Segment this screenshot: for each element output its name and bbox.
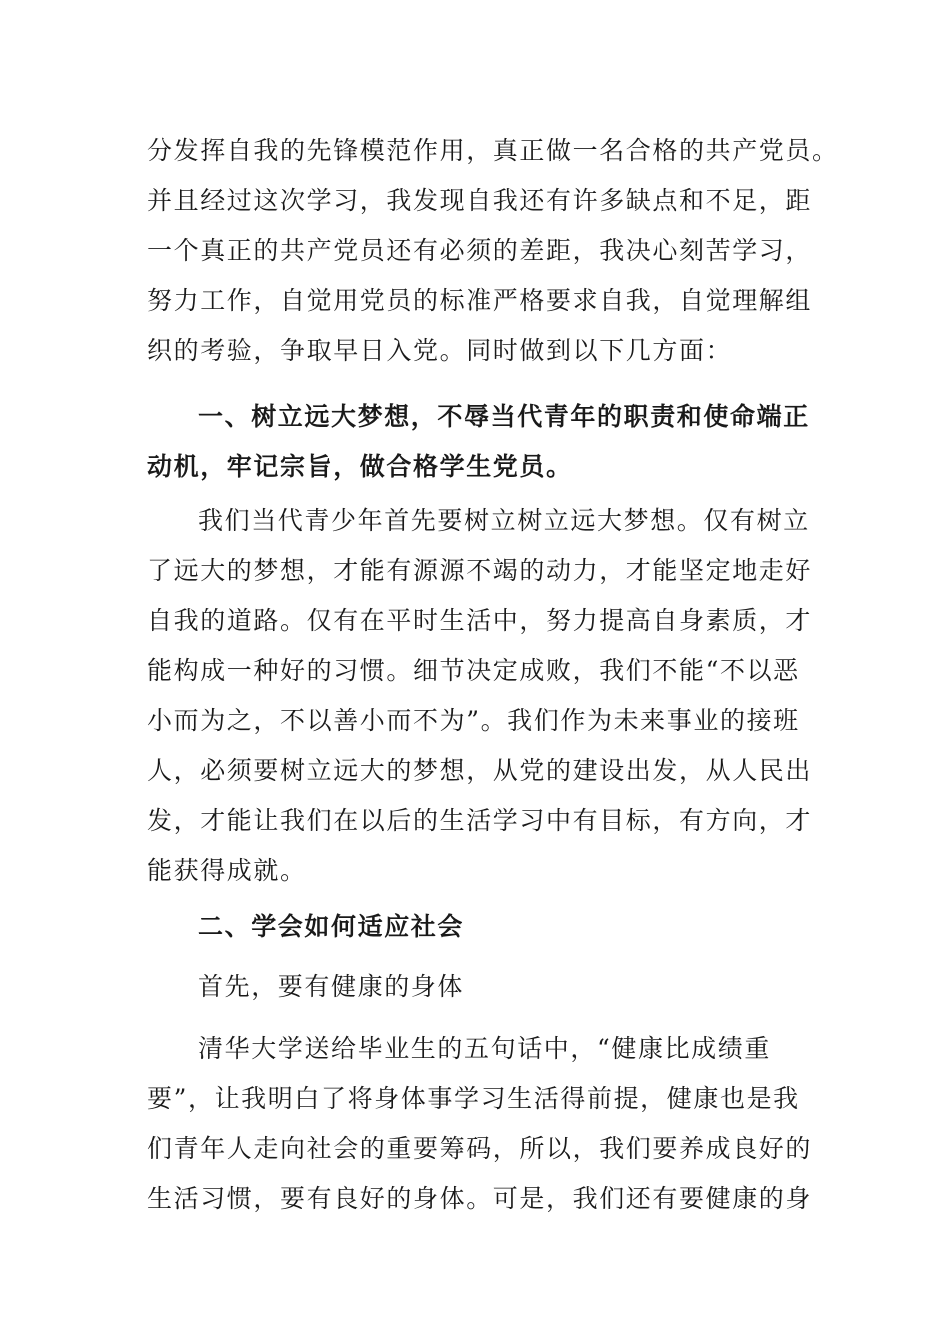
text-line: 努力工作，自觉用党员的标准严格要求自我，自觉理解组 <box>147 286 813 315</box>
text-line: 能获得成就。 <box>147 856 307 885</box>
text-line: 织的考验，争取早日入党。同时做到以下几方面： <box>147 336 733 365</box>
text-line: 自我的道路。仅有在平时生活中，努力提高自身素质，才 <box>147 606 813 635</box>
text-line: 我们当代青少年首先要树立树立远大梦想。仅有树立 <box>198 506 810 535</box>
heading-line: 一、树立远大梦想，不辱当代青年的职责和使命端正 <box>198 402 810 431</box>
text-line: 要”，让我明白了将身体事学习生活得前提，健康也是我 <box>147 1084 800 1113</box>
section-heading: 二、学会如何适应社会 <box>198 912 465 941</box>
text-line: 小而为之，不以善小而不为”。我们作为未来事业的接班 <box>147 706 800 735</box>
subheading: 首先，要有健康的身体 <box>198 972 465 1001</box>
text-line: 发，才能让我们在以后的生活学习中有目标，有方向，才 <box>147 806 813 835</box>
text-line: 们青年人走向社会的重要筹码，所以，我们要养成良好的 <box>147 1134 813 1163</box>
text-line: 生活习惯，要有良好的身体。可是，我们还有要健康的身 <box>147 1184 813 1213</box>
text-line: 了远大的梦想，才能有源源不竭的动力，才能坚定地走好 <box>147 556 813 585</box>
text-line: 能构成一种好的习惯。细节决定成败，我们不能“不以恶 <box>147 656 800 685</box>
text-line: 清华大学送给毕业生的五句话中，“健康比成绩重 <box>198 1034 771 1063</box>
text-line: 并且经过这次学习，我发现自我还有许多缺点和不足，距 <box>147 186 813 215</box>
heading-line: 动机，牢记宗旨，做合格学生党员。 <box>147 452 573 481</box>
text-line: 一个真正的共产党员还有必须的差距，我决心刻苦学习， <box>147 236 813 265</box>
text-line: 人，必须要树立远大的梦想，从党的建设出发，从人民出 <box>147 756 813 785</box>
text-line: 分发挥自我的先锋模范作用，真正做一名合格的共产党员。 <box>147 136 839 165</box>
